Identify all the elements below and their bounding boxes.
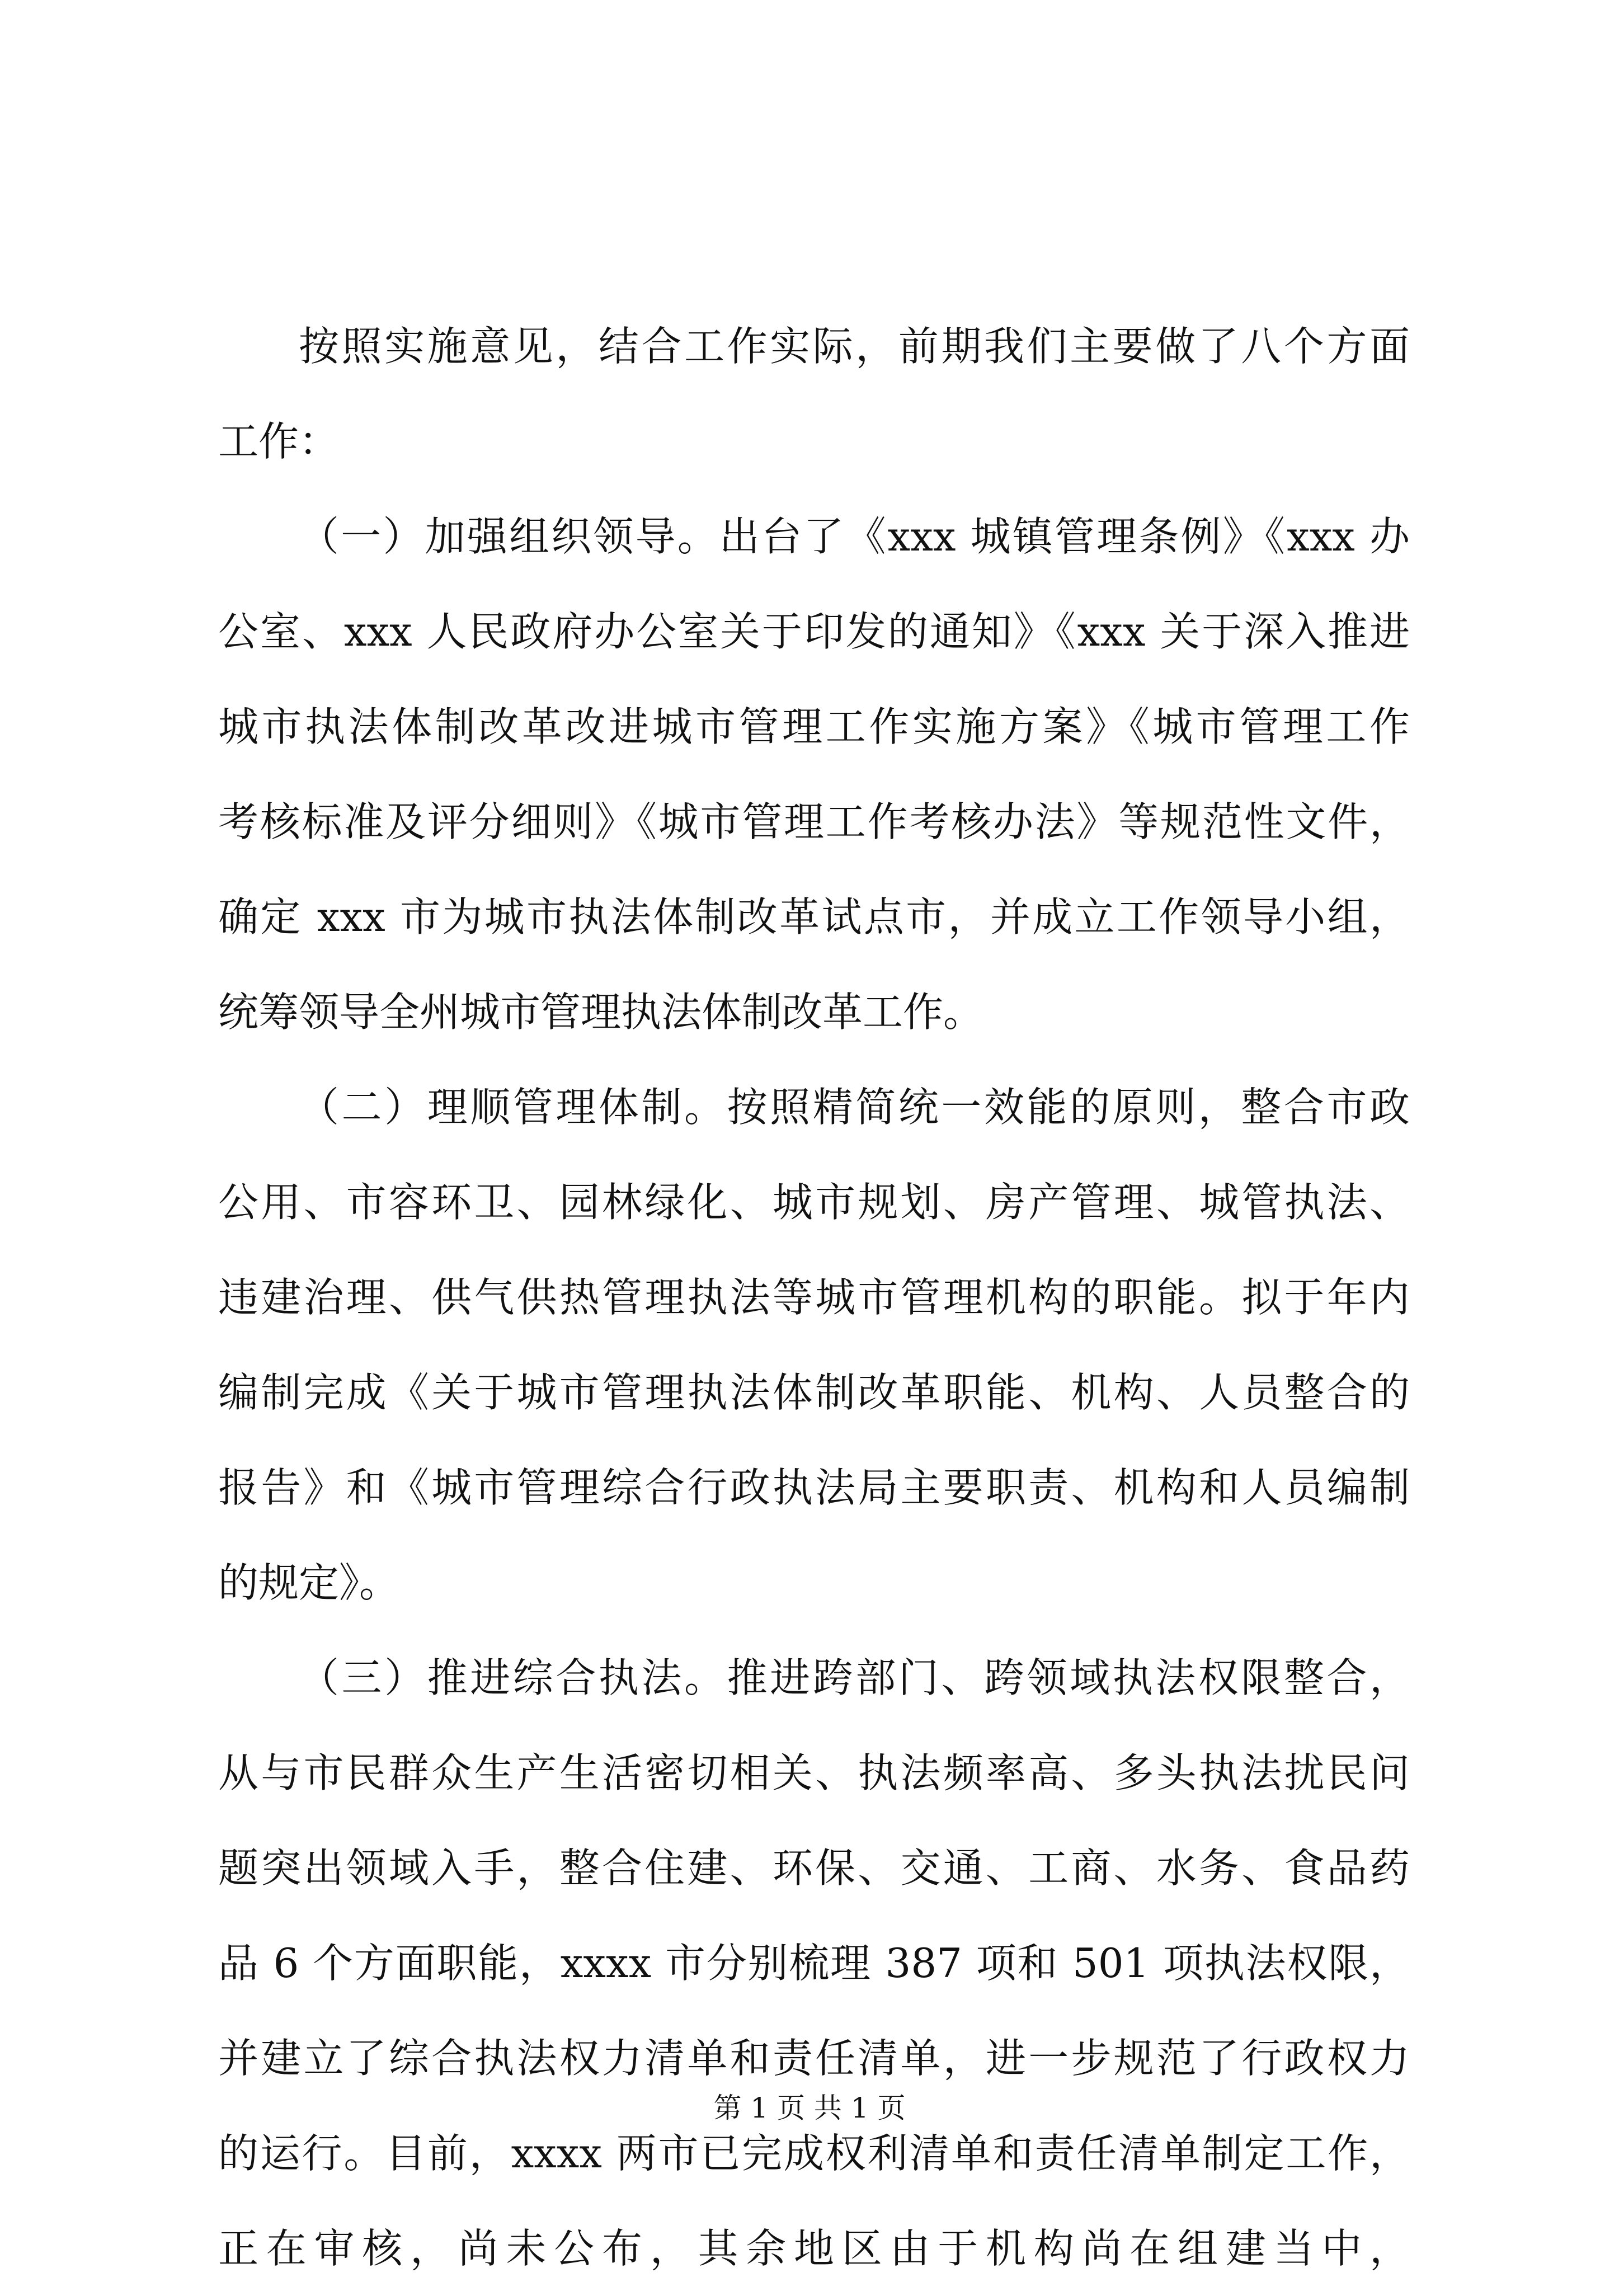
- section-3-line-5: 并建立了综合执法权力清单和责任清单，进一步规范了行政权力: [218, 2035, 1410, 2082]
- section-1-line-3: 城市执法体制改革改进城市管理工作实施方案》《城市管理工作: [218, 703, 1410, 750]
- section-3-line-2: 从与市民群众生产生活密切相关、执法频率高、多头执法扰民问: [218, 1749, 1410, 1796]
- section-2-line-1: （二）理顺管理体制。按照精简统一效能的原则，整合市政: [299, 1084, 1410, 1131]
- page-number-footer: 第 1 页 共 1 页: [713, 2092, 906, 2124]
- section-1-line-6: 统筹领导全州城市管理执法体制改革工作。: [218, 989, 984, 1036]
- section-2-line-3: 违建治理、供气供热管理执法等城市管理机构的职能。拟于年内: [218, 1274, 1410, 1321]
- section-3-line-6: 的运行。目前，xxxx 两市已完成权利清单和责任清单制定工作，: [218, 2130, 1410, 2177]
- section-2-line-5: 报告》和《城市管理综合行政执法局主要职责、机构和人员编制: [218, 1464, 1410, 1511]
- section-2-line-4: 编制完成《关于城市管理执法体制改革职能、机构、人员整合的: [218, 1369, 1410, 1416]
- paragraph-1-line-2: 工作：: [218, 418, 340, 465]
- paragraph-1-line-1: 按照实施意见，结合工作实际，前期我们主要做了八个方面: [299, 323, 1410, 370]
- section-2-line-6: 的规定》。: [218, 1559, 400, 1606]
- section-3-line-1: （三）推进综合执法。推进跨部门、跨领域执法权限整合，: [299, 1654, 1410, 1701]
- section-2-line-2: 公用、市容环卫、园林绿化、城市规划、房产管理、城管执法、: [218, 1179, 1410, 1226]
- section-1-line-1: （一）加强组织领导。出台了《xxx 城镇管理条例》《xxx 办: [299, 513, 1410, 560]
- document-body: [218, 299, 1410, 2296]
- section-1-line-2: 公室、xxx 人民政府办公室关于印发的通知》《xxx 关于深入推进: [218, 608, 1410, 655]
- section-1-line-5: 确定 xxx 市为城市执法体制改革试点市，并成立工作领导小组，: [218, 893, 1410, 940]
- section-1-line-4: 考核标准及评分细则》《城市管理工作考核办法》等规范性文件，: [218, 798, 1410, 845]
- section-3-line-4: 品 6 个方面职能，xxxx 市分别梳理 387 项和 501 项执法权限，: [218, 1940, 1410, 1987]
- section-3-line-7: 正在审核，尚未公布，其余地区由于机构尚在组建当中，: [218, 2225, 1410, 2272]
- section-3-line-3: 题突出领域入手，整合住建、环保、交通、工商、水务、食品药: [218, 1845, 1410, 1892]
